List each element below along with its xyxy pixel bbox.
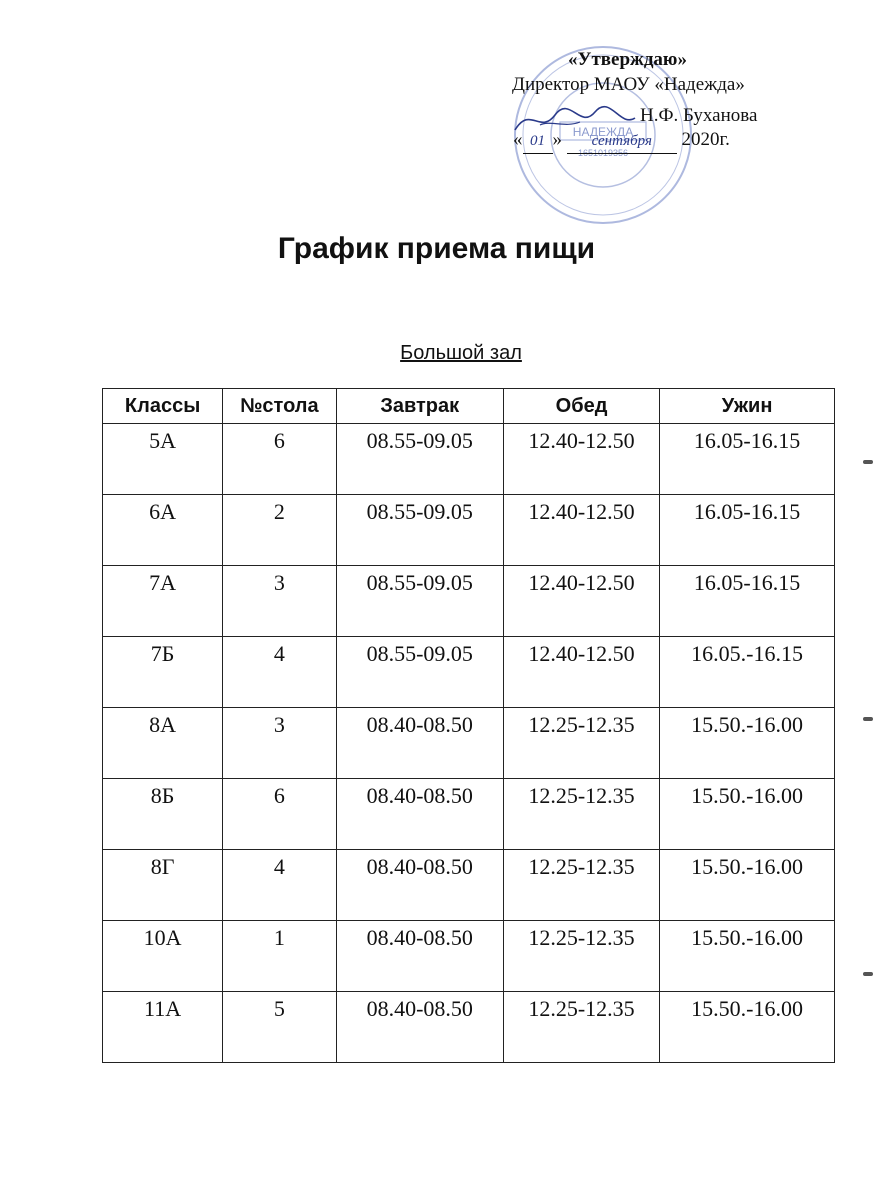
cell-class: 6А bbox=[103, 495, 223, 566]
cell-dinner: 16.05.-16.15 bbox=[660, 637, 835, 708]
table-row bbox=[103, 566, 835, 637]
cell-dinner: 15.50.-16.00 bbox=[660, 779, 835, 850]
cell-table-number: 5 bbox=[223, 992, 336, 1063]
cell-breakfast: 08.55-09.05 bbox=[336, 637, 503, 708]
cell-table-number: 6 bbox=[223, 424, 336, 495]
cell-lunch: 12.40-12.50 bbox=[503, 566, 659, 637]
table-row bbox=[103, 850, 835, 921]
header-dinner: Ужин bbox=[660, 389, 835, 424]
table-row bbox=[103, 708, 835, 779]
cell-lunch: 12.25-12.35 bbox=[503, 708, 659, 779]
cell-breakfast: 08.55-09.05 bbox=[336, 495, 503, 566]
cell-lunch: 12.25-12.35 bbox=[503, 779, 659, 850]
cell-lunch: 12.25-12.35 bbox=[503, 850, 659, 921]
stamp-number: 1651019356 bbox=[577, 148, 629, 158]
date-close-quote: » bbox=[552, 129, 562, 150]
cell-table-number: 1 bbox=[223, 921, 336, 992]
cell-dinner: 16.05-16.15 bbox=[660, 566, 835, 637]
date-day: 01 bbox=[523, 129, 553, 154]
cell-class: 8Г bbox=[103, 850, 223, 921]
cell-dinner: 15.50.-16.00 bbox=[660, 992, 835, 1063]
cell-dinner: 15.50.-16.00 bbox=[660, 708, 835, 779]
cell-table-number: 4 bbox=[223, 850, 336, 921]
cell-class: 8Б bbox=[103, 779, 223, 850]
approval-name: Н.Ф. Буханова bbox=[640, 105, 758, 126]
table-row bbox=[103, 637, 835, 708]
scan-edge-mark bbox=[863, 972, 873, 976]
cell-dinner: 16.05-16.15 bbox=[660, 495, 835, 566]
meal-schedule-table bbox=[102, 388, 835, 1063]
cell-table-number: 2 bbox=[223, 495, 336, 566]
cell-breakfast: 08.55-09.05 bbox=[336, 566, 503, 637]
cell-class: 7Б bbox=[103, 637, 223, 708]
cell-class: 10А bbox=[103, 921, 223, 992]
cell-breakfast: 08.40-08.50 bbox=[336, 850, 503, 921]
cell-dinner: 15.50.-16.00 bbox=[660, 921, 835, 992]
table-header-row bbox=[103, 389, 835, 424]
table-row bbox=[103, 921, 835, 992]
cell-class: 11А bbox=[103, 992, 223, 1063]
header-breakfast: Завтрак bbox=[336, 389, 503, 424]
cell-table-number: 3 bbox=[223, 708, 336, 779]
date-open-quote: « bbox=[513, 129, 523, 150]
cell-breakfast: 08.55-09.05 bbox=[336, 424, 503, 495]
cell-lunch: 12.25-12.35 bbox=[503, 921, 659, 992]
table-row bbox=[103, 779, 835, 850]
approval-position: Директор МАОУ «Надежда» bbox=[512, 74, 745, 95]
table-row bbox=[103, 495, 835, 566]
cell-table-number: 3 bbox=[223, 566, 336, 637]
hall-name: Большой зал bbox=[400, 342, 522, 364]
page-title: График приема пищи bbox=[277, 232, 596, 265]
cell-breakfast: 08.40-08.50 bbox=[336, 779, 503, 850]
header-lunch: Обед bbox=[503, 389, 659, 424]
cell-table-number: 6 bbox=[223, 779, 336, 850]
cell-breakfast: 08.40-08.50 bbox=[336, 708, 503, 779]
header-classes: Классы bbox=[103, 389, 223, 424]
date-year: 2020г. bbox=[681, 129, 730, 150]
cell-breakfast: 08.40-08.50 bbox=[336, 992, 503, 1063]
table-row bbox=[103, 424, 835, 495]
cell-class: 5А bbox=[103, 424, 223, 495]
cell-dinner: 15.50.-16.00 bbox=[660, 850, 835, 921]
stamp-center-text: НАДЕЖДА bbox=[572, 125, 634, 139]
approval-date bbox=[513, 128, 730, 154]
cell-lunch: 12.40-12.50 bbox=[503, 495, 659, 566]
cell-class: 7А bbox=[103, 566, 223, 637]
date-month: сентября bbox=[567, 129, 677, 154]
scan-edge-mark bbox=[863, 460, 873, 464]
cell-lunch: 12.25-12.35 bbox=[503, 992, 659, 1063]
approval-title: «Утверждаю» bbox=[568, 49, 687, 70]
cell-breakfast: 08.40-08.50 bbox=[336, 921, 503, 992]
cell-table-number: 4 bbox=[223, 637, 336, 708]
scan-edge-mark bbox=[863, 717, 873, 721]
cell-lunch: 12.40-12.50 bbox=[503, 637, 659, 708]
cell-lunch: 12.40-12.50 bbox=[503, 424, 659, 495]
table-row bbox=[103, 992, 835, 1063]
header-table-number: №стола bbox=[223, 389, 336, 424]
cell-class: 8А bbox=[103, 708, 223, 779]
cell-dinner: 16.05-16.15 bbox=[660, 424, 835, 495]
